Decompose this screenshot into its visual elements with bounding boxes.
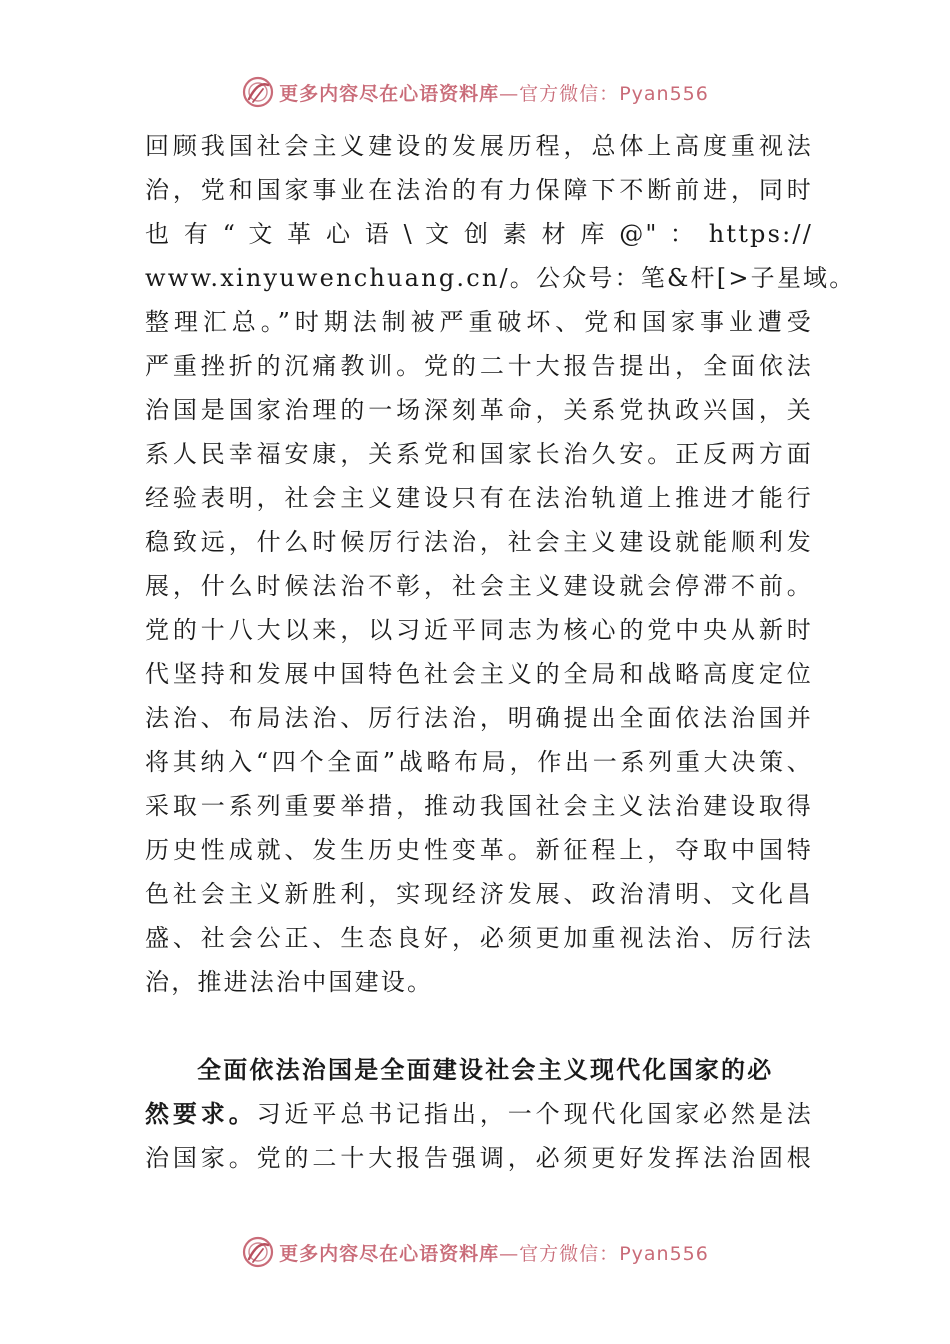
watermark-wechat-id: Pyan556 — [619, 1242, 709, 1265]
watermark-text — [279, 1239, 709, 1266]
watermark-main: 更多内容尽在心语资料库 — [279, 1242, 500, 1265]
section-heading-part2: 然要求。 — [145, 1100, 257, 1128]
watermark-main: 更多内容尽在心语资料库 — [279, 82, 500, 105]
section-heading-part1: 全面依法治国是全面建设社会主义现代化国家的必 — [197, 1056, 774, 1084]
text-line: 经验表明，社会主义建设只有在法治轨道上推进才能行 — [145, 484, 813, 512]
header-watermark-banner — [0, 72, 950, 112]
text-line: 展，什么时候法治不彰，社会主义建设就会停滞不前。 — [145, 572, 813, 600]
document-body — [145, 124, 856, 1180]
text-line: 法治、布局法治、厉行法治，明确提出全面依法治国并 — [145, 704, 813, 732]
text-line: 治国家。党的二十大报告强调，必须更好发挥法治固根 — [145, 1144, 813, 1172]
paragraph-spacer — [145, 1004, 813, 1048]
brand-logo-icon — [241, 1235, 275, 1269]
text-line: 将其纳入“四个全面”战略布局，作出一系列重大决策、 — [145, 748, 813, 776]
text-line: 代坚持和发展中国特色社会主义的全局和战略高度定位 — [145, 660, 813, 688]
watermark-wechat-label: 官方微信： — [519, 82, 620, 105]
footer-watermark-banner — [0, 1232, 950, 1272]
text-line: 系人民幸福安康，关系党和国家长治久安。正反两方面 — [145, 440, 813, 468]
watermark-wechat-id: Pyan556 — [619, 82, 709, 105]
text-line: 治，党和国家事业在法治的有力保障下不断前进，同时 — [145, 176, 813, 204]
text-segment: 习近平总书记指出，一个现代化国家必然是法 — [256, 1100, 813, 1128]
brand-logo-icon — [241, 75, 275, 109]
watermark-separator: — — [499, 1242, 520, 1265]
text-line: 也 有 “ 文 革 心 语 \ 文 创 素 材 库 @" ： https:// — [145, 220, 813, 248]
text-line: 盛、社会公正、生态良好，必须更加重视法治、厉行法 — [145, 924, 813, 952]
text-line: 严重挫折的沉痛教训。党的二十大报告提出，全面依法 — [145, 352, 813, 380]
text-line — [145, 1092, 813, 1136]
text-line: 治国是国家治理的一场深刻革命，关系党执政兴国，关 — [145, 396, 813, 424]
text-line: 回顾我国社会主义建设的发展历程，总体上高度重视法 — [145, 132, 813, 160]
text-line: 治，推进法治中国建设。 — [145, 968, 434, 996]
watermark-wechat-label: 官方微信： — [519, 1242, 620, 1265]
watermark-separator: — — [499, 82, 520, 105]
text-line: 色社会主义新胜利，实现经济发展、政治清明、文化昌 — [145, 880, 813, 908]
text-line: 采取一系列重要举措，推动我国社会主义法治建设取得 — [145, 792, 813, 820]
text-line: 党的十八大以来，以习近平同志为核心的党中央从新时 — [145, 616, 813, 644]
text-line: www.xinyuwenchuang.cn/。公众号：笔&杆[>子星域。 — [145, 264, 856, 292]
text-line-bold — [145, 1048, 813, 1092]
text-line: 整理汇总。”时期法制被严重破坏、党和国家事业遭受 — [145, 308, 813, 336]
watermark-text — [279, 79, 709, 106]
text-line: 稳致远，什么时候厉行法治，社会主义建设就能顺利发 — [145, 528, 813, 556]
text-line: 历史性成就、发生历史性变革。新征程上，夺取中国特 — [145, 836, 813, 864]
